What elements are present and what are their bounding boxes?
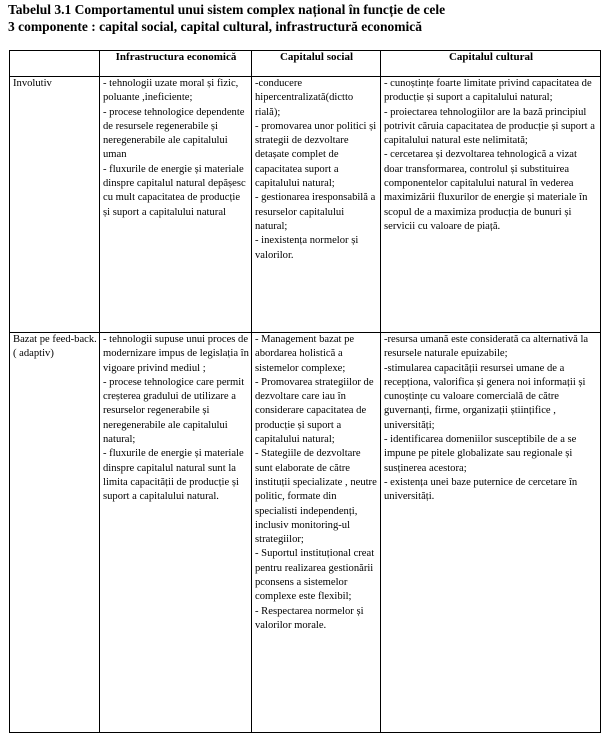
table-row-adaptiv (10, 333, 601, 733)
cell-adaptiv-infrastructura: - tehnologii supuse unui proces de modernizare impus de legislația în vigoare privind mediul ; - procese tehnologice care permit creșterea gradului de utilizare a resurselor regenerabile și neregenerabile ale capitalului natural; - fluxurile de energie și materiale dinspre capitalul natural sunt la limita capacității de producție și suport a capitalului natural. (100, 333, 252, 733)
header-infrastructura: Infrastructura economică (100, 51, 252, 77)
table-title-line-2: 3 componente : capital social, capital cultural, infrastructură economică (8, 19, 422, 34)
cell-adaptiv-capital-cultural: -resursa umană este considerată ca alternativă la resursele naturale epuizabile; -stimularea capacității resursei umane de a recepționa, valorifica și genera noi informații și cunoștințe cu valoare comercială de către guvernanți, firme, organizații științifice , universități; - identificarea domeniilor susceptibile de a se impune pe pitele globalizate sau regionale și susținerea acestora; - existența unei baze puternice de cercetare în universități. (381, 333, 601, 733)
table-row-involutiv (10, 77, 601, 333)
cell-involutiv-capital-cultural: - cunoștințe foarte limitate privind capacitatea de producție și suport a capitalului natural; - proiectarea tehnologiilor are la bază principiul potrivit căruia capacitatea de producție și suport a capitalului natural este nelimitată; - cercetarea și dezvoltarea tehnologică a vizat doar transformarea, controlul și substituirea componentelor capitalului natural în vederea maximizării fluxurilor de energie și materiale în scopul de a maximiza producția de bunuri și servicii cu valoare de piață. (381, 77, 601, 333)
cell-adaptiv-capital-social: - Management bazat pe abordarea holistică a sistemelor complexe; - Promovarea strategiilor de dezvoltare care iau în considerare capacitatea de producție și suport a capitalului natural; - Stategiile de dezvoltare sunt elaborate de către instituții specializate , neutre politic, formate din specialisti independenți, inclusiv monitoring-ul strategiilor; - Suportul instituțional creat pentru realizarea gestionării pconsens a sistemelor complexe este flexibil; - Respectarea normelor și valorilor morale. (252, 333, 381, 733)
comparison-table (9, 50, 601, 733)
cell-involutiv-infrastructura: - tehnologii uzate moral și fizic, poluante ,ineficiente; - procese tehnologice dependente de resursele regenerabile și neregenerabile ale capitalului uman - fluxurile de energie și materiale dinspre capitalul natural depășesc cu mult capacitatea de producție și suport a capitalului natural (100, 77, 252, 333)
cell-involutiv-capital-social: -conducere hipercentralizată(dictto rială); - promovarea unor politici și strategii de dezvoltare detașate complet de capacitatea suport a capitalului natural; - gestionarea iresponsabilă a resurselor capitalului natural; - inexistența normelor și valorilor. (252, 77, 381, 333)
header-capital-cultural: Capitalul cultural (381, 51, 601, 77)
table-title-line-1: Tabelul 3.1 Comportamentul unui sistem complex național în funcție de cele (8, 2, 446, 17)
table-title (0, 1, 605, 35)
row-label-involutiv: Involutiv (10, 77, 100, 333)
table-header-row (10, 51, 601, 77)
header-empty (10, 51, 100, 77)
row-label-adaptiv: Bazat pe feed-back. ( adaptiv) (10, 333, 100, 733)
header-capital-social: Capitalul social (252, 51, 381, 77)
